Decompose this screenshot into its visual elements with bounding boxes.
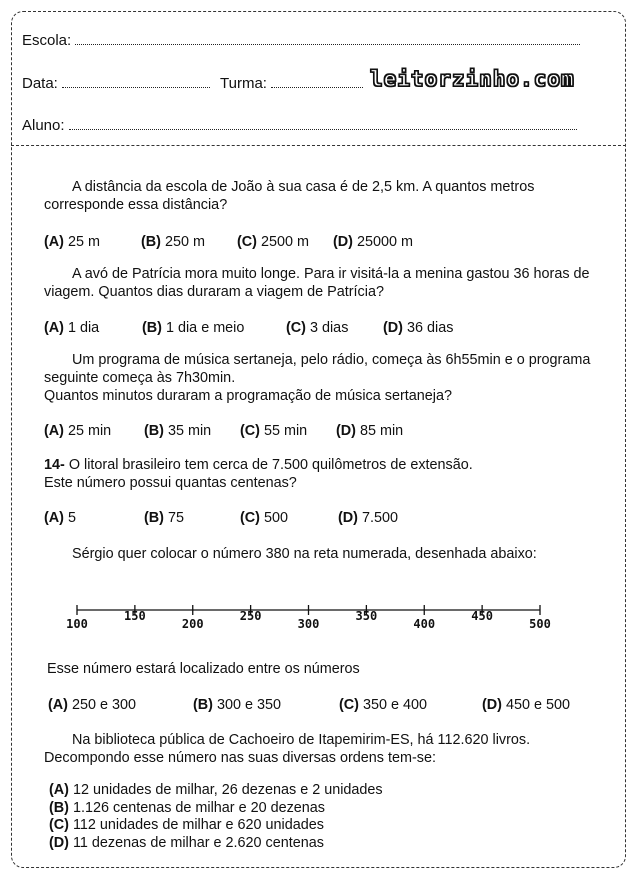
option-a[interactable]: (A) 12 unidades de milhar, 26 dezenas e 2 unidades: [49, 782, 383, 798]
option-a[interactable]: (A) 5: [44, 510, 76, 526]
option-c[interactable]: (C) 500: [240, 510, 288, 526]
number-line-label: 250: [239, 609, 262, 623]
question-number: 14-: [44, 457, 65, 473]
number-line-label: 350: [355, 609, 378, 623]
option-a[interactable]: (A) 25 min: [44, 423, 112, 439]
question-text: Na biblioteca pública de Cachoeiro de Itapemirim-ES, há 112.620 livros.: [72, 732, 531, 748]
escola-blank[interactable]: [75, 32, 580, 45]
site-logo: leitorzinho.com: [370, 67, 575, 91]
number-line-label: 500: [529, 617, 551, 631]
question-5: [44, 545, 614, 563]
question-text: 14- O litoral brasileiro tem cerca de 7.500 quilômetros de extensão.: [44, 457, 473, 473]
question-6-options: [49, 782, 383, 852]
option-b[interactable]: (B) 75: [144, 510, 184, 526]
header-divider: [11, 145, 626, 146]
question-1: [44, 178, 614, 214]
data-field[interactable]: [22, 75, 210, 92]
escola-label: Escola:: [22, 32, 72, 49]
question-text: A distância da escola de João à sua casa é de 2,5 km. A quantos metros corresponde essa distância?: [44, 179, 535, 213]
option-d[interactable]: (D) 36 dias: [383, 320, 454, 336]
question-3: [44, 351, 614, 405]
question-text-2: Este número possui quantas centenas?: [44, 475, 297, 491]
number-line-label: 300: [297, 617, 320, 631]
option-c[interactable]: (C) 3 dias: [286, 320, 349, 336]
data-blank[interactable]: [62, 75, 210, 88]
option-b[interactable]: (B) 1.126 centenas de milhar e 20 dezenas: [49, 799, 325, 816]
data-label: Data:: [22, 75, 58, 92]
option-d[interactable]: (D) 11 dezenas de milhar e 2.620 centenas: [49, 834, 324, 851]
question-text-2: Quantos minutos duraram a programação de música sertaneja?: [44, 388, 452, 404]
option-c[interactable]: (C) 350 e 400: [339, 697, 428, 713]
option-d[interactable]: (D) 450 e 500: [482, 697, 571, 713]
number-line-label: 400: [413, 617, 436, 631]
question-text-2: Esse número estará localizado entre os números: [47, 661, 360, 677]
number-line-label: 450: [471, 609, 493, 623]
aluno-blank[interactable]: [69, 117, 577, 130]
turma-label: Turma:: [220, 75, 267, 92]
option-a[interactable]: (A) 250 e 300: [48, 697, 137, 713]
question-4: [44, 456, 614, 492]
question-text: A avó de Patrícia mora muito longe. Para ir visitá-la a menina gastou 36 horas de viagem. Quantos dias duraram a viagem de Patrícia?: [44, 266, 590, 300]
option-b[interactable]: (B) 35 min: [144, 423, 212, 439]
option-c[interactable]: (C) 55 min: [240, 423, 308, 439]
question-text-2: Decompondo esse número nas suas diversas ordens tem-se:: [44, 750, 436, 766]
question-text: Um programa de música sertaneja, pelo rádio, começa às 6h55min e o programa seguinte começa às 7h30min.: [44, 352, 591, 386]
number-line-label: 200: [181, 617, 204, 631]
question-5-prompt: [47, 660, 617, 678]
question-text: Sérgio quer colocar o número 380 na reta numerada, desenhada abaixo:: [72, 546, 537, 562]
option-a[interactable]: (A) 1 dia: [44, 320, 100, 336]
option-d[interactable]: (D) 7.500: [338, 510, 398, 526]
option-b[interactable]: (B) 1 dia e meio: [142, 320, 245, 336]
option-d[interactable]: (D) 25000 m: [333, 234, 413, 250]
question-6: [44, 731, 614, 767]
option-d[interactable]: (D) 85 min: [336, 423, 404, 439]
escola-field[interactable]: [22, 32, 580, 49]
number-line-label: 100: [66, 617, 88, 631]
aluno-field[interactable]: [22, 117, 577, 134]
option-b[interactable]: (B) 250 m: [141, 234, 205, 250]
turma-field[interactable]: [220, 75, 363, 92]
option-c[interactable]: (C) 112 unidades de milhar e 620 unidades: [49, 817, 324, 833]
turma-blank[interactable]: [271, 75, 363, 88]
option-a[interactable]: (A) 25 m: [44, 234, 100, 250]
aluno-label: Aluno:: [22, 117, 65, 134]
option-b[interactable]: (B) 300 e 350: [193, 697, 282, 713]
question-2: [44, 265, 614, 301]
number-line-label: 150: [124, 609, 146, 623]
option-c[interactable]: (C) 2500 m: [237, 234, 309, 250]
